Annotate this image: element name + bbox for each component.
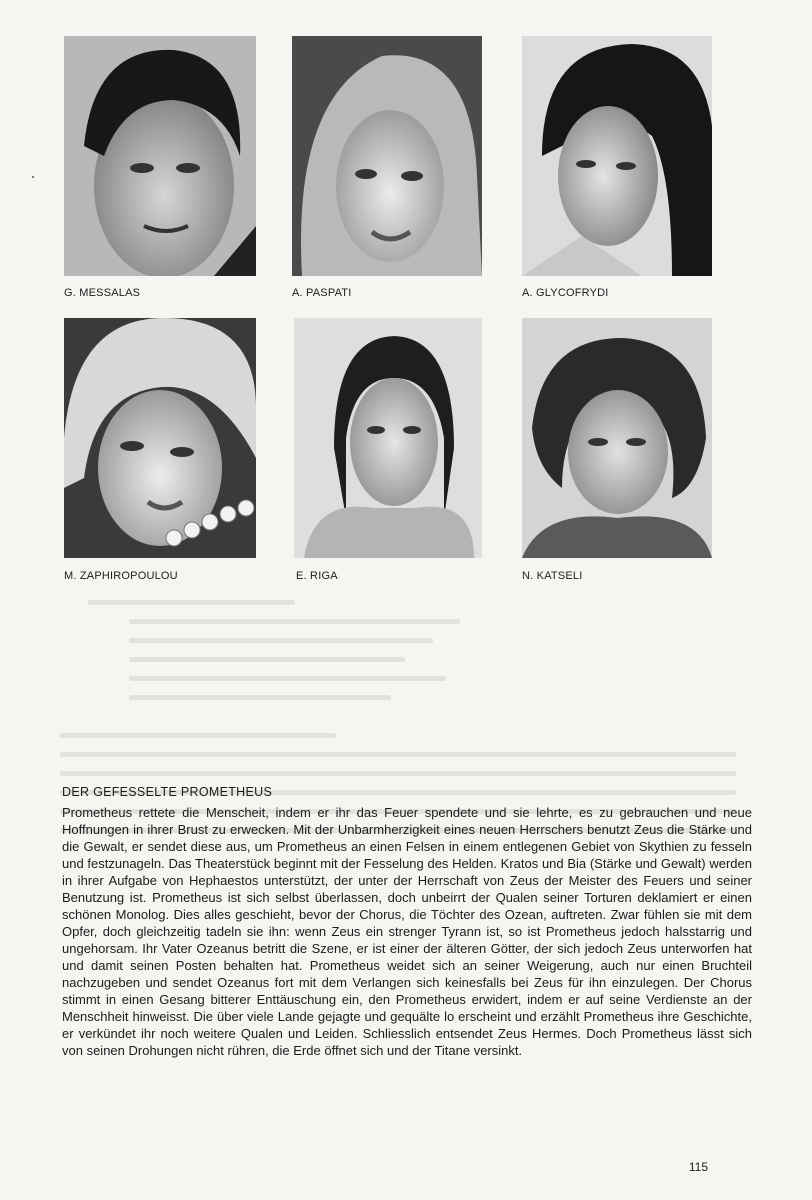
portrait-caption: M. ZAPHIROPOULOU <box>64 570 178 582</box>
portrait-caption: G. MESSALAS <box>64 287 141 299</box>
article-title: DER GEFESSELTE PROMETHEUS <box>62 785 273 799</box>
portrait-photo-paspati <box>292 36 482 276</box>
speck <box>32 176 34 178</box>
article <box>62 785 752 1059</box>
portrait-photo-katseli <box>522 318 712 558</box>
portrait-caption: A. GLYCOFRYDI <box>522 287 609 299</box>
article-body: Prometheus rettete die Menscheit, indem er ihr das Feuer spendete und sie lehrte, es zu gebrauchen und neue Hoffnungen in ihrer Brust zu erwecken. Mit der Unbarmherzigkeit eines neuen Herrschers benutzt Zeus die Stärke und die Gewalt, er sendet diese aus, um Prometheus an einen Felsen in einem entlegenen Gebiet von Skythien zu fesseln und festzunageln. Das Theaterstück beginnt mit der Fesselung des Helden. Kratos und Bia (Stärke und Gewalt) werden in ihrer Aufgabe von Hephaestos unterstützt, der unter der Herrschaft von Zeus der Meister des Feuers und seiner Benutzung ist. Prometheus ist sich selbst überlassen, doch unbeirrt der Qualen seiner Torturen deklamiert er einen schönen Monolog. Dies alles geschieht, bevor der Chorus, die Töchter des Ozean, auftreten. Zwar fühlen sie mit dem Opfer, doch gleichzeitig tadeln sie ihn: wenn Zeus ein strenger Tyrann ist, so ist Prometheus jedoch halsstarrig und ungehorsam. Ihr Vater Ozeanus betritt die Szene, er ist einer der älteren Götter, der sich jedoch Zeus unterworfen hat und damit seinen Posten behalten hat. Prometheus weidet sich an seiner Weigerung, auch nur einen Bruchteil nachzugeben und sendet Ozeanus fort mit dem Verlangen sich keinesfalls bei Zeus für ihn einzulegen. Der Chorus stimmt in einen Gesang bitterer Enttäuschung ein, den Prometheus erwidert, indem er auf seine Verdienste an der Menschheit hinweisst. Die über viele Lande gejagte und gequälte lo erscheint und erzählt Prometheus ihre Geschichte, er verkündet ihr noch weitere Qualen und Leiden. Schliesslich entsendet Zeus Hermes. Doch Prometheus lässt sich von seinen Drohungen nicht rühren, die Erde öffnet sich und der Titane versinkt. <box>62 805 752 1058</box>
portrait-photo-glycofrydi <box>522 36 712 276</box>
portrait-photo-riga <box>294 318 482 558</box>
portrait-caption: E. RIGA <box>296 570 338 582</box>
portrait-photo-messalas <box>64 36 256 276</box>
portrait-caption: N. KATSELI <box>522 570 583 582</box>
portrait-caption: A. PASPATI <box>292 287 352 299</box>
portrait-photo-zaphiropoulou <box>64 318 256 558</box>
page-number: 115 <box>688 1160 708 1174</box>
